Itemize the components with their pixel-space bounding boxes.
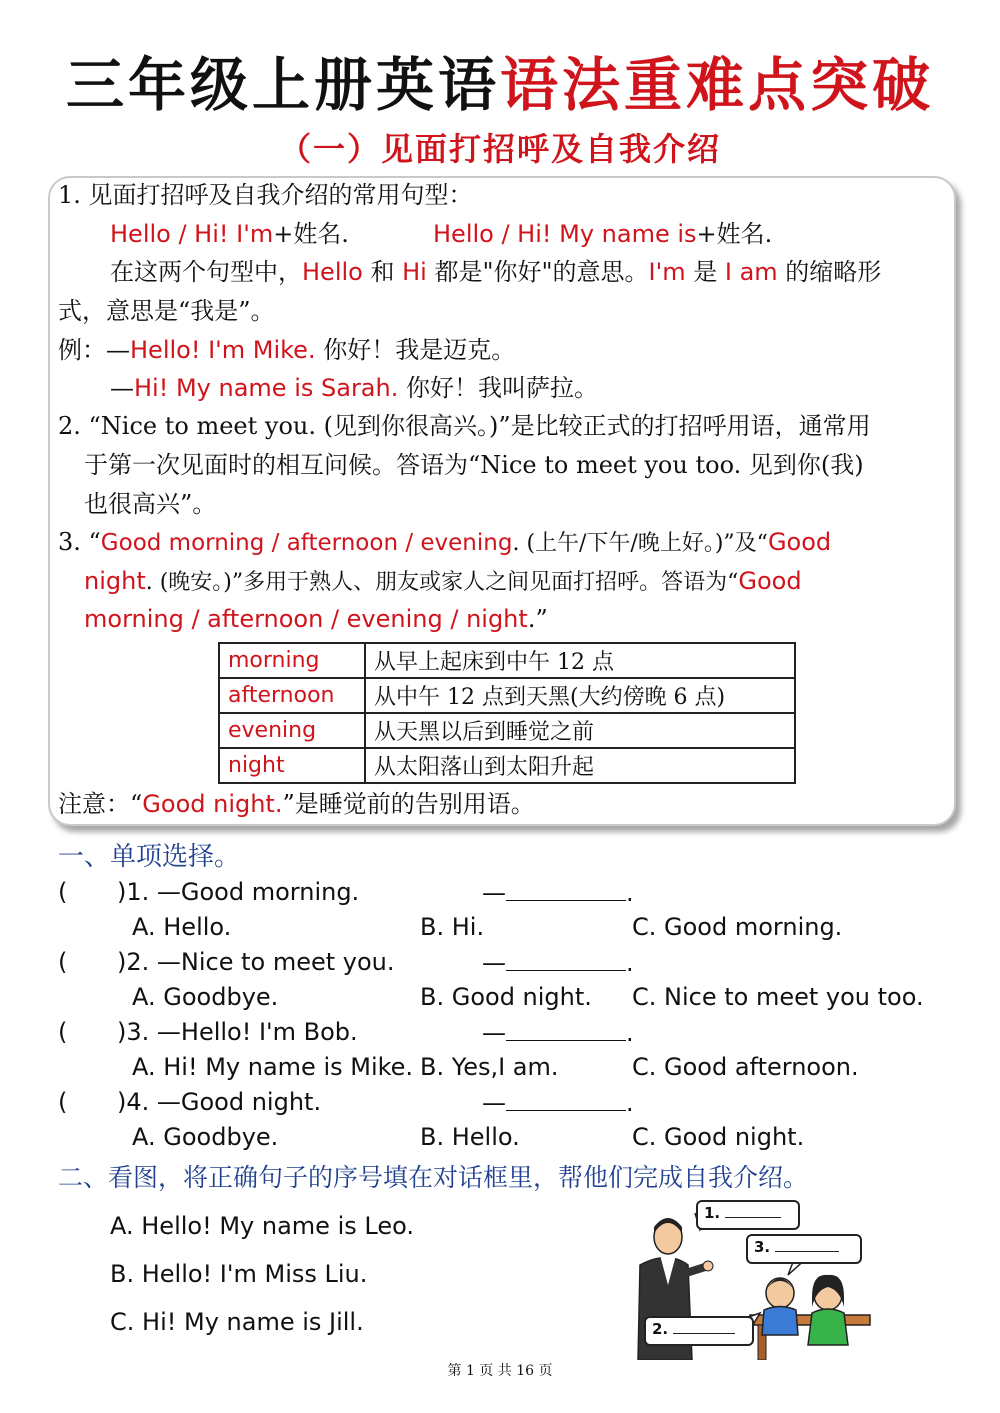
option-b: B. Hello. bbox=[420, 1123, 520, 1151]
title-black-part: 三年级上册英语 bbox=[65, 51, 500, 119]
p3-greetings: Good morning / afternoon / evening bbox=[100, 530, 513, 556]
table-word: night bbox=[219, 748, 365, 783]
note-text: ”是睡觉前的告别用语。 bbox=[282, 790, 535, 818]
answer-blank-1[interactable] bbox=[482, 878, 634, 907]
answer-blank-2[interactable] bbox=[482, 948, 634, 977]
explain-text-d: 是 bbox=[685, 258, 725, 286]
blank-line bbox=[506, 878, 626, 901]
option-b: B. Yes,I am. bbox=[420, 1053, 559, 1081]
blank-line bbox=[673, 1333, 735, 1334]
table-meaning: 从太阳落山到太阳升起 bbox=[365, 748, 795, 783]
answer-period: . bbox=[626, 879, 634, 907]
option-c: C. Good afternoon. bbox=[632, 1053, 859, 1081]
answer-dash: — bbox=[482, 879, 506, 907]
explain-iam: I am bbox=[724, 258, 778, 286]
p3-mid1: . (上午/下午/晚上好。)”及“ bbox=[512, 531, 768, 556]
question-2: )2. —Nice to meet you. bbox=[117, 948, 395, 976]
example2-chinese: 你好！我叫萨拉。 bbox=[398, 374, 598, 402]
p3-night: night bbox=[84, 567, 146, 595]
time-meaning-table bbox=[218, 642, 796, 784]
p2-line2: 于第一次见面时的相互问候。答语为“Nice to meet you too. 见到你(我) bbox=[84, 451, 864, 479]
question-3: )3. —Hello! I'm Bob. bbox=[117, 1018, 358, 1046]
p3-line1 bbox=[58, 527, 831, 559]
table-word: evening bbox=[219, 713, 365, 748]
option-c: C. Good night. bbox=[632, 1123, 805, 1151]
question-paren[interactable]: ( bbox=[58, 1088, 68, 1116]
pattern1-red: Hello / Hi! I'm bbox=[110, 220, 274, 248]
p3-line2 bbox=[84, 566, 802, 598]
table-row bbox=[219, 643, 795, 678]
option-b: B. Good night. bbox=[420, 983, 592, 1011]
blank-line bbox=[506, 948, 626, 971]
option-a: A. Goodbye. bbox=[132, 983, 279, 1011]
answer-period: . bbox=[626, 1019, 634, 1047]
option-b: B. Hi. bbox=[420, 913, 485, 941]
blank-line bbox=[506, 1088, 626, 1111]
section2-option-b: B. Hello! I'm Miss Liu. bbox=[110, 1260, 368, 1288]
example1-english: Hello! I'm Mike. bbox=[130, 336, 316, 364]
answer-dash: — bbox=[482, 949, 506, 977]
blank-line bbox=[725, 1217, 781, 1218]
question-4: )4. —Good night. bbox=[117, 1088, 322, 1116]
answer-period: . bbox=[626, 1089, 634, 1117]
explain-im: I'm bbox=[648, 258, 686, 286]
explain-text-e: 的缩略形 bbox=[777, 258, 882, 286]
dialog-box-number: 3. bbox=[754, 1238, 771, 1256]
section2-option-c: C. Hi! My name is Jill. bbox=[110, 1308, 364, 1336]
option-a: A. Hello. bbox=[132, 913, 232, 941]
p3-end: .” bbox=[527, 605, 548, 633]
option-a: A. Hi! My name is Mike. bbox=[132, 1053, 414, 1081]
pattern1-black: +姓名. bbox=[273, 220, 349, 248]
option-c: C. Good morning. bbox=[632, 913, 843, 941]
p3-prefix: 3. “ bbox=[58, 528, 101, 556]
table-row bbox=[219, 678, 795, 713]
page-title bbox=[0, 38, 1000, 122]
option-c: C. Nice to meet you too. bbox=[632, 983, 924, 1011]
table-meaning: 从早上起床到中午 12 点 bbox=[365, 643, 795, 678]
p1-patterns bbox=[110, 219, 349, 249]
table-row bbox=[219, 748, 795, 783]
answer-blank-3[interactable] bbox=[482, 1018, 634, 1047]
section1-heading: 一、单项选择。 bbox=[58, 842, 241, 872]
table-meaning: 从中午 12 点到天黑(大约傍晚 6 点) bbox=[365, 678, 795, 713]
table-word: morning bbox=[219, 643, 365, 678]
p1-heading: 1. 见面打招呼及自我介绍的常用句型： bbox=[58, 181, 473, 209]
example-1 bbox=[58, 335, 515, 365]
option-a: A. Goodbye. bbox=[132, 1123, 279, 1151]
example1-chinese: 你好！我是迈克。 bbox=[315, 336, 516, 364]
dialog-box-number: 2. bbox=[652, 1320, 669, 1338]
explain-text-c: 都是"你好"的意思。 bbox=[426, 258, 649, 286]
title-red-part: 语法重难点突破 bbox=[500, 51, 935, 119]
example-2 bbox=[110, 373, 598, 403]
note-label: 注意：“ bbox=[58, 790, 143, 818]
example2-dash: — bbox=[110, 374, 134, 402]
p3-replies: morning / afternoon / evening / night bbox=[84, 605, 528, 633]
dialog-box-2[interactable] bbox=[644, 1316, 754, 1346]
boy-student-icon bbox=[762, 1278, 798, 1335]
answer-dash: — bbox=[482, 1019, 506, 1047]
p2-line1: 2. “Nice to meet you. (见到你很高兴。)”是比较正式的打招呼用语，通常用 bbox=[58, 412, 871, 440]
dialog-box-3[interactable] bbox=[746, 1234, 862, 1264]
table-meaning: 从天黑以后到睡觉之前 bbox=[365, 713, 795, 748]
page-footer: 第 1 页 共 16 页 bbox=[447, 1363, 553, 1379]
answer-dash: — bbox=[482, 1089, 506, 1117]
p1-explain-line2: 式，意思是“我是”。 bbox=[58, 297, 275, 325]
section2-heading: 二、看图，将正确句子的序号填在对话框里，帮他们完成自我介绍。 bbox=[58, 1163, 809, 1192]
p3-good: Good bbox=[767, 528, 832, 556]
question-paren[interactable]: ( bbox=[58, 1018, 68, 1046]
answer-blank-4[interactable] bbox=[482, 1088, 634, 1117]
question-paren[interactable]: ( bbox=[58, 878, 68, 906]
explain-hello: Hello bbox=[302, 258, 363, 286]
explain-text-b: 和 bbox=[362, 258, 403, 286]
example-label: 例：— bbox=[58, 336, 130, 364]
note-good-night: Good night. bbox=[142, 790, 283, 818]
example2-english: Hi! My name is Sarah. bbox=[134, 374, 399, 402]
p2-line3: 也很高兴”。 bbox=[84, 490, 217, 518]
p1-pattern2 bbox=[433, 219, 772, 249]
blank-line bbox=[775, 1251, 839, 1252]
section2-option-a: A. Hello! My name is Leo. bbox=[110, 1212, 414, 1240]
p3-mid2: . (晚安。)”多用于熟人、朋友或家人之间见面打招呼。答语为“ bbox=[145, 570, 739, 595]
blank-line bbox=[506, 1018, 626, 1041]
note bbox=[58, 789, 535, 819]
dialog-box-1[interactable] bbox=[696, 1200, 800, 1230]
girl-student-icon bbox=[808, 1275, 848, 1345]
pattern2-red: Hello / Hi! My name is bbox=[433, 220, 697, 248]
table-row bbox=[219, 713, 795, 748]
answer-period: . bbox=[626, 949, 634, 977]
p3-line3 bbox=[84, 604, 548, 634]
p1-explain bbox=[110, 257, 881, 287]
explain-text-a: 在这两个句型中， bbox=[110, 258, 302, 286]
p3-good2: Good bbox=[738, 567, 802, 595]
dialog-box-number: 1. bbox=[704, 1204, 721, 1222]
table-word: afternoon bbox=[219, 678, 365, 713]
question-1: )1. —Good morning. bbox=[117, 878, 360, 906]
explain-hi: Hi bbox=[402, 258, 427, 286]
page-subtitle: （一）见面打招呼及自我介绍 bbox=[278, 130, 721, 168]
pattern2-black: +姓名. bbox=[696, 220, 773, 248]
question-paren[interactable]: ( bbox=[58, 948, 68, 976]
